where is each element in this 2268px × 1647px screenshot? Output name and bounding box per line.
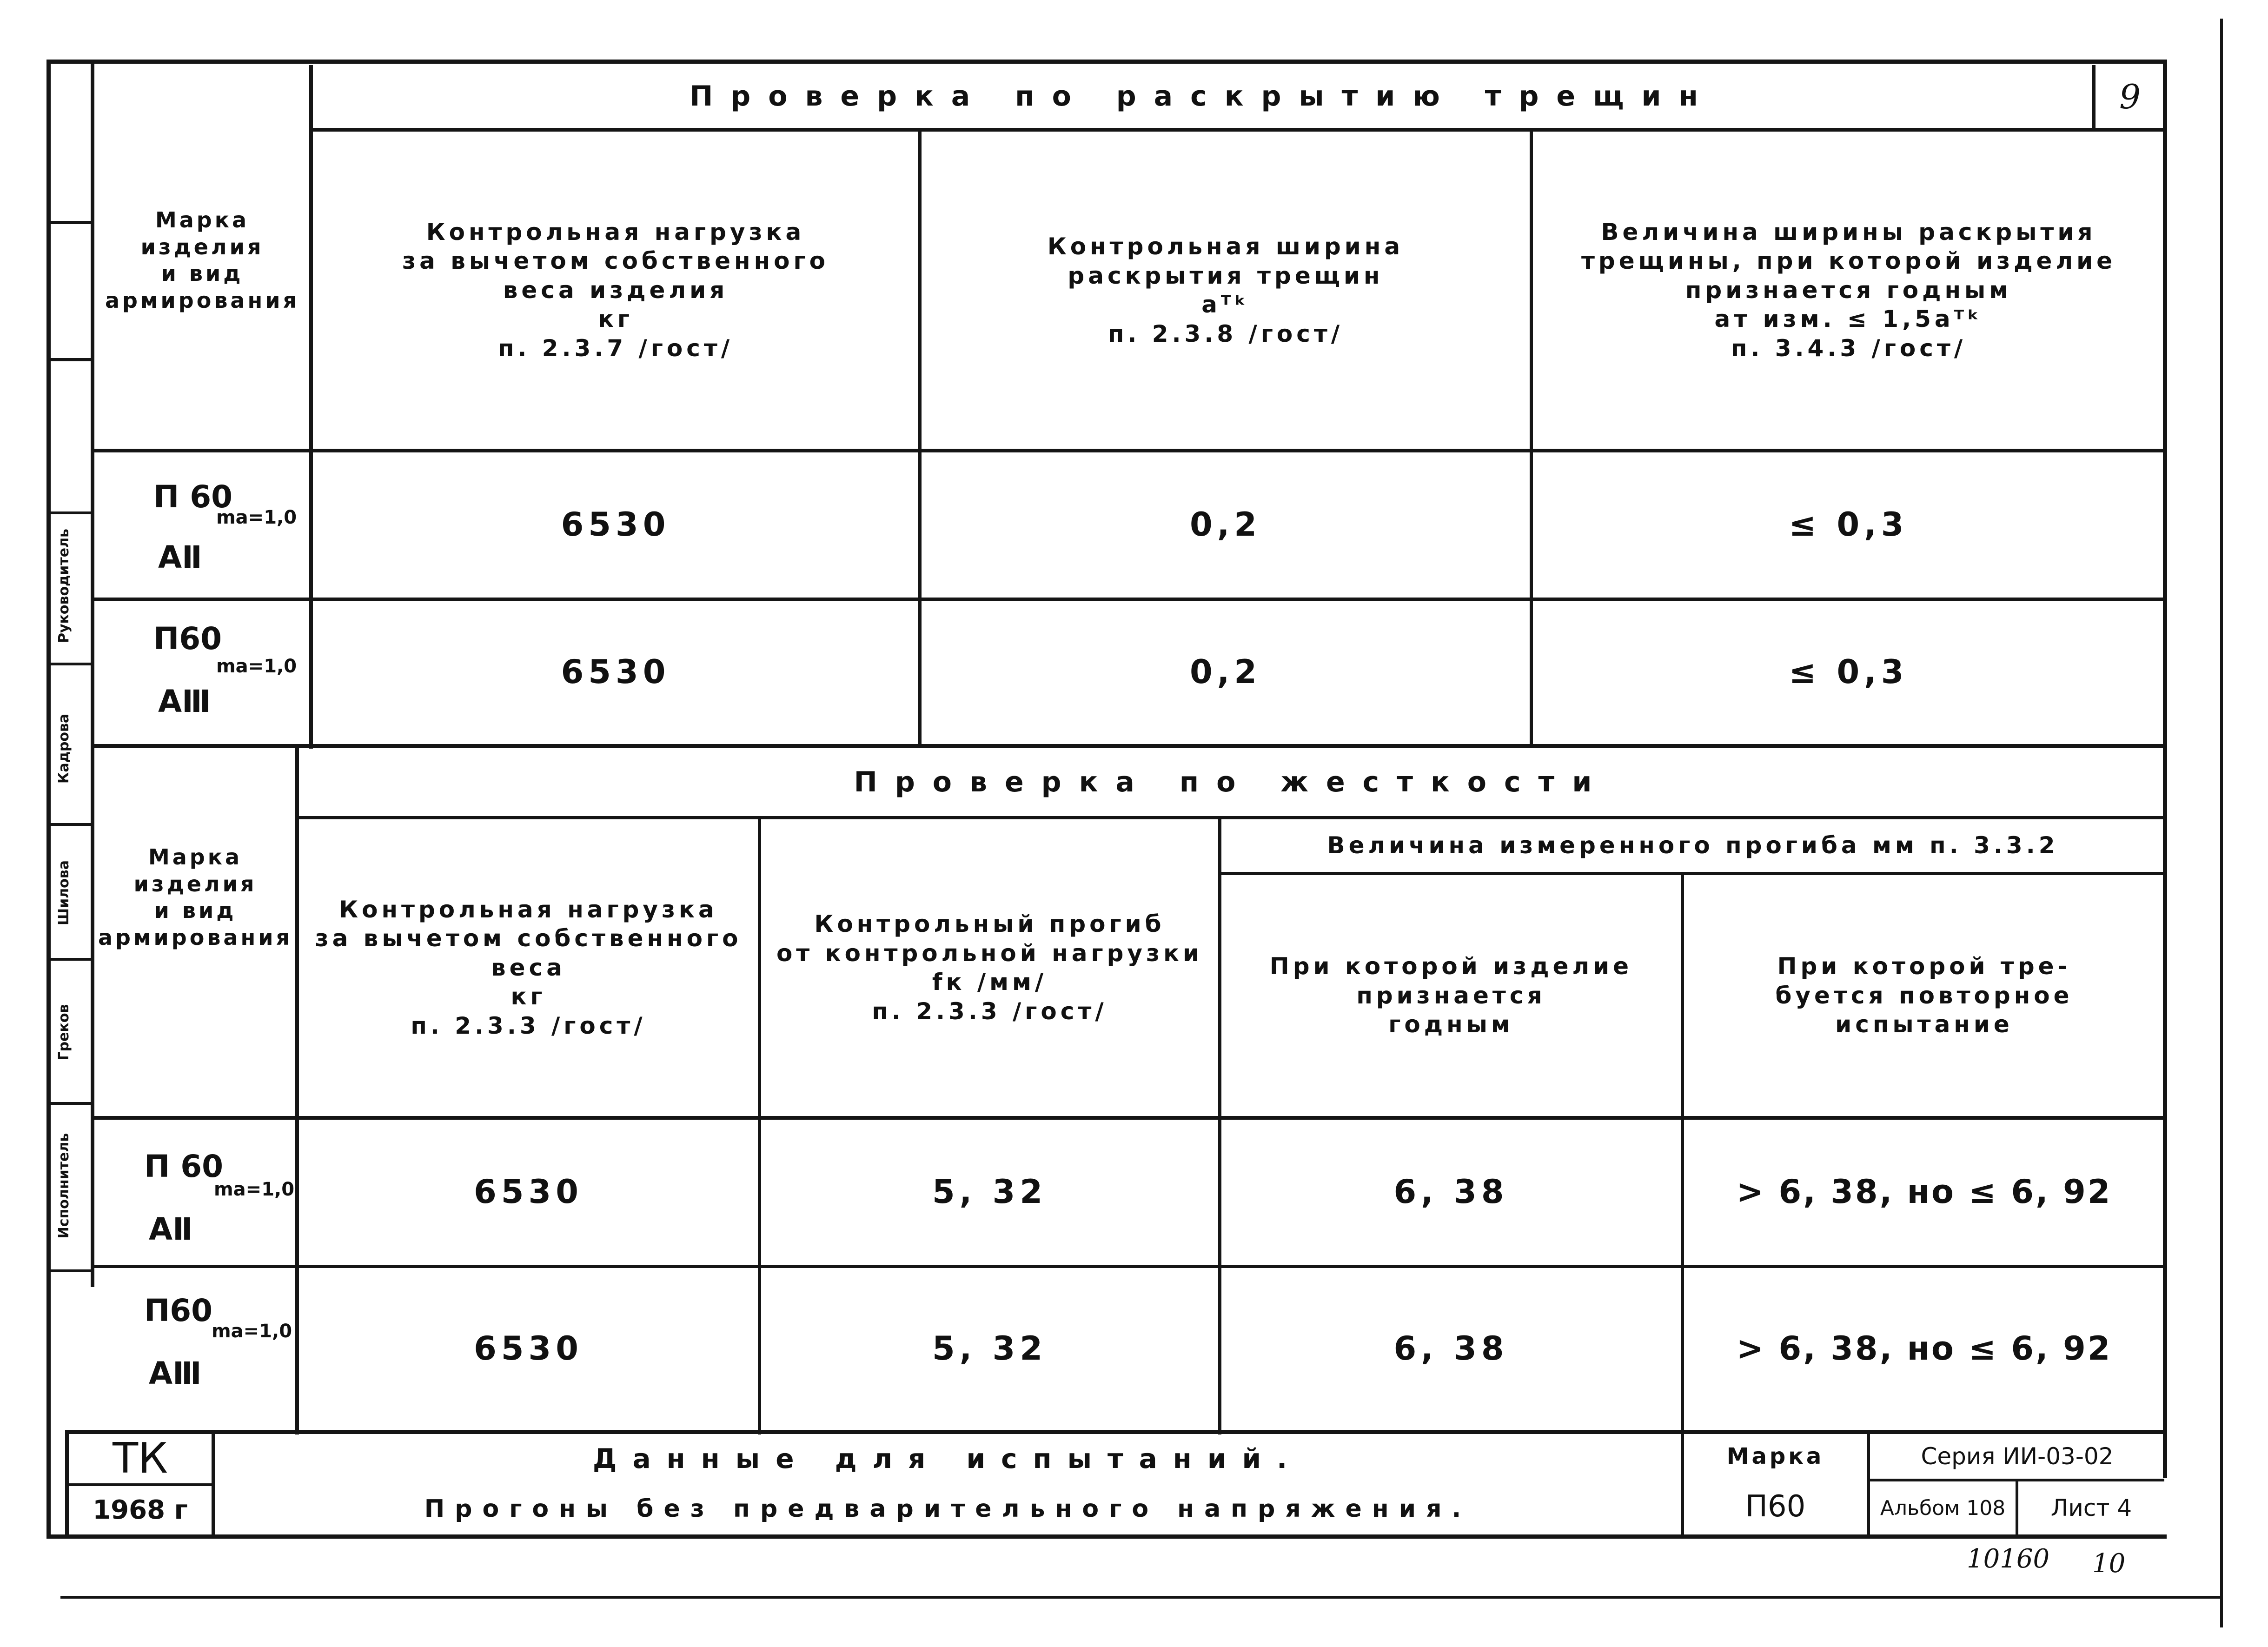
- grid-line: [93, 1116, 2164, 1120]
- title-line1: Данные для испытаний.: [592, 1442, 1303, 1474]
- grid-line: [1218, 872, 2164, 875]
- upper-row1-width: 0,2: [1189, 505, 1261, 544]
- grid-line: [93, 598, 2164, 601]
- measured-deflection-header: Величина измеренного прогиба мм п. 3.3.2: [1327, 832, 2059, 859]
- sheet-label: Лист 4: [2050, 1494, 2132, 1521]
- arm-label: АⅡ: [149, 1211, 193, 1247]
- stamp-divider: [46, 1102, 93, 1105]
- grid-line: [295, 816, 2164, 819]
- grid-line: [93, 1265, 2164, 1268]
- lower-row1-deflection: 5, 32: [932, 1173, 1048, 1211]
- archive-page: 10: [2092, 1548, 2126, 1579]
- archive-number: 10160: [1967, 1544, 2050, 1574]
- arm-label: АⅢ: [158, 684, 211, 719]
- upper-row2-mark: [153, 621, 302, 728]
- stamp-name: Шилова: [56, 860, 72, 925]
- stamp-divider: [46, 1269, 93, 1272]
- stiffness-check-title: Проверка по жесткости: [854, 765, 1610, 798]
- mark-label: П60: [144, 1293, 213, 1328]
- lower-row2-deflection: 5, 32: [932, 1329, 1048, 1368]
- mark-label: П60: [153, 621, 222, 657]
- lower-mark-header: Марка изделия и вид армирования: [98, 844, 293, 950]
- upper-criteria-header: Величина ширины раскрытия трещины, при которой изделие признается годным aт изм. ≤ 1,5aᵀᵏ п. 3.4.3 /гост/: [1581, 218, 2116, 362]
- frame-left-line: [46, 60, 51, 1538]
- sheet-number: 9: [2119, 77, 2141, 116]
- coef-label: mа=1,0: [212, 1321, 292, 1342]
- grid-line: [1218, 816, 1221, 1434]
- accepted-header: При которой изделие признается годным: [1269, 953, 1633, 1038]
- coef-label: mа=1,0: [216, 507, 297, 528]
- stamp-name: Греков: [56, 1004, 72, 1061]
- frame-top-line: [46, 60, 2167, 64]
- arm-label: АⅡ: [158, 539, 202, 575]
- mark-label: Марка: [1726, 1443, 1824, 1469]
- sheet-edge-right: [2220, 19, 2223, 1627]
- sheet-edge-bottom: [60, 1596, 2222, 1599]
- grid-line: [1681, 872, 1684, 1434]
- org-code: ТК: [113, 1434, 168, 1483]
- lower-row2-retest: > 6, 38, но ≤ 6, 92: [1736, 1329, 2112, 1368]
- coef-label: mа=1,0: [216, 656, 297, 677]
- upper-row2-load: 6530: [561, 653, 670, 691]
- mark-label: П 60: [153, 479, 233, 515]
- grid-line: [93, 744, 2164, 748]
- upper-width-header: Контрольная ширина раскрытия трещин aᵀᵏ п. 2.3.8 /гост/: [1047, 233, 1404, 347]
- lower-row1-retest: > 6, 38, но ≤ 6, 92: [1736, 1173, 2112, 1211]
- stamp-name: Руководитель: [56, 528, 72, 644]
- album-number: Альбом 108: [1880, 1496, 2006, 1520]
- stamp-name: Исполнитель: [56, 1133, 72, 1239]
- lower-load-header: Контрольная нагрузка за вычетом собственного веса кг п. 2.3.3 /гост/: [315, 896, 742, 1039]
- stamp-divider: [46, 958, 93, 961]
- lower-row2-mark: [144, 1293, 293, 1400]
- upper-row1-mark: [153, 479, 302, 586]
- arm-label: АⅢ: [149, 1355, 202, 1391]
- year: 1968 г: [93, 1495, 188, 1525]
- series-code: Серия ИИ-03-02: [1921, 1442, 2114, 1470]
- upper-row1-load: 6530: [561, 505, 670, 544]
- lower-mark-col-line: [295, 746, 299, 1434]
- lower-row1-load: 6530: [474, 1173, 583, 1211]
- grid-line: [1867, 1430, 1870, 1537]
- upper-row2-width: 0,2: [1189, 653, 1261, 691]
- stamp-divider: [46, 221, 93, 224]
- lower-row2-accepted: 6, 38: [1393, 1329, 1509, 1368]
- grid-line: [309, 128, 2164, 132]
- grid-line: [212, 1430, 215, 1537]
- mark-value: П60: [1745, 1489, 1806, 1524]
- upper-load-header: Контрольная нагрузка за вычетом собственного веса изделия кг п. 2.3.7 /гост/: [402, 218, 829, 362]
- grid-line: [918, 128, 922, 746]
- grid-line: [1681, 1430, 1684, 1537]
- stamp-divider: [46, 358, 93, 361]
- lower-row1-accepted: 6, 38: [1393, 1173, 1509, 1211]
- lower-deflection-header: Контрольный прогиб от контрольной нагрузки fк /мм/ п. 2.3.3 /гост/: [776, 910, 1203, 1025]
- crack-check-title: Проверка по раскрытию трещин: [690, 80, 1716, 113]
- mark-label: П 60: [144, 1149, 224, 1184]
- grid-line: [93, 449, 2164, 452]
- stamp-divider: [46, 663, 93, 665]
- upper-mark-header: Марка изделия и вид армирования: [105, 207, 300, 313]
- upper-row2-criteria: ≤ 0,3: [1789, 653, 1909, 691]
- lower-row1-mark: [144, 1149, 293, 1255]
- grid-line: [1530, 128, 1533, 746]
- upper-row1-criteria: ≤ 0,3: [1789, 505, 1909, 544]
- grid-line: [65, 1430, 2164, 1434]
- stamp-divider: [46, 823, 93, 826]
- upper-mark-col-line: [309, 65, 313, 749]
- grid-line: [2092, 65, 2096, 129]
- coef-label: mа=1,0: [214, 1179, 295, 1200]
- frame-bottom-line: [46, 1534, 2167, 1539]
- lower-row2-load: 6530: [474, 1329, 583, 1368]
- retest-header: При которой тре- буется повторное испытание: [1775, 953, 2073, 1038]
- stamp-name: Кадрова: [56, 713, 72, 784]
- title-line2: Прогоны без предварительного напряжения.: [424, 1494, 1472, 1523]
- grid-line: [758, 816, 761, 1434]
